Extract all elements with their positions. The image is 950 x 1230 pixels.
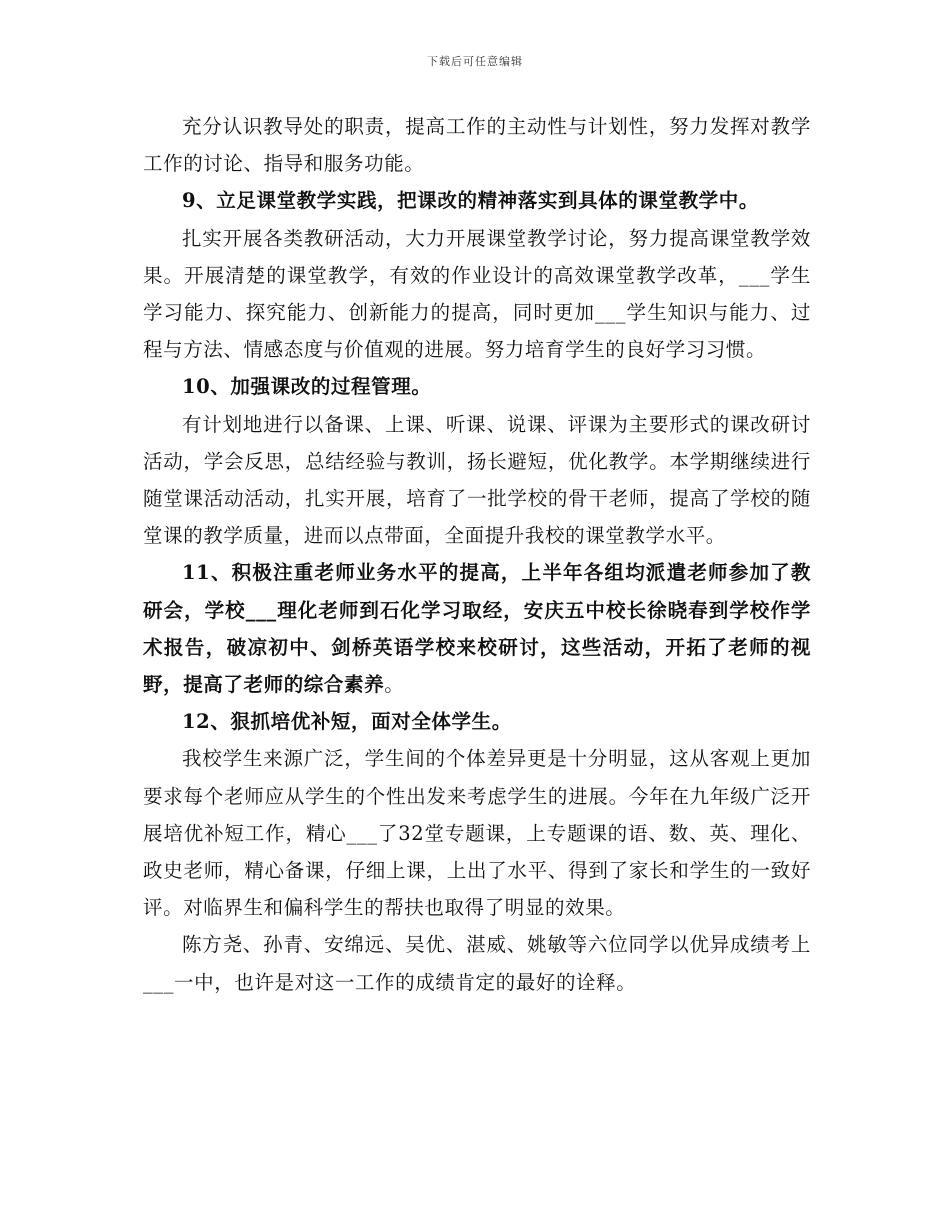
heading-item-11-tail: 。 bbox=[384, 673, 405, 697]
paragraph-item-10-body: 有计划地进行以备课、上课、听课、说课、评课为主要形式的课改研讨活动，学会反思，总结经验与教训，扬长避短，优化教学。本学期继续进行随堂课活动活动，扎实开展，培育了一批学校的骨干老师，提高了学校的随堂课的教学质量，进而以点带面，全面提升我校的课堂教学水平。 bbox=[143, 412, 811, 548]
paragraph-closing: 陈方尧、孙青、安绵远、吴优、湛威、姚敏等六位同学以优异成绩考上___一中，也许是对这一工作的成绩肯定的最好的诠释。 bbox=[143, 933, 811, 994]
heading-item-11 bbox=[143, 554, 811, 703]
heading-item-10: 10、加强课改的过程管理。 bbox=[182, 375, 432, 399]
heading-item-12: 12、狠抓培优补短，面对全体学生。 bbox=[182, 710, 512, 734]
paragraph-item-12-body: 我校学生来源广泛，学生间的个体差异更是十分明显，这从客观上更加要求每个老师应从学生的个性出发来考虑学生的进展。今年在九年级广泛开展培优补短工作，精心___了32堂专题课，上专题课的语、数、英、理化、政史老师，精心备课，仔细上课，上出了水平、得到了家长和学生的一致好评。对临界生和偏科学生的帮扶也取得了明显的效果。 bbox=[143, 747, 811, 920]
heading-item-11-text: 11、积极注重老师业务水平的提高，上半年各组均派遣老师参加了教研会，学校___理化老师到石化学习取经，安庆五中校长徐晓春到学校作学术报告，破凉初中、剑桥英语学校来校研讨，这些活动，开拓了老师的视野，提高了老师的综合素养 bbox=[143, 561, 811, 697]
heading-item-9: 9、立足课堂教学实践，把课改的精神落实到具体的课堂教学中。 bbox=[182, 189, 759, 213]
paragraph-item-9-body: 扎实开展各类教研活动，大力开展课堂教学讨论，努力提高课堂教学效果。开展清楚的课堂教学，有效的作业设计的高效课堂教学改革，___学生学习能力、探究能力、创新能力的提高，同时更加___学生知识与能力、过程与方法、情感态度与价值观的进展。努力培育学生的良好学习习惯。 bbox=[143, 226, 811, 362]
document-body bbox=[143, 108, 811, 1001]
page-header: 下载后可任意编辑 bbox=[427, 55, 523, 68]
paragraph-intro: 充分认识教导处的职责，提高工作的主动性与计划性，努力发挥对教学工作的讨论、指导和服务功能。 bbox=[143, 115, 811, 176]
